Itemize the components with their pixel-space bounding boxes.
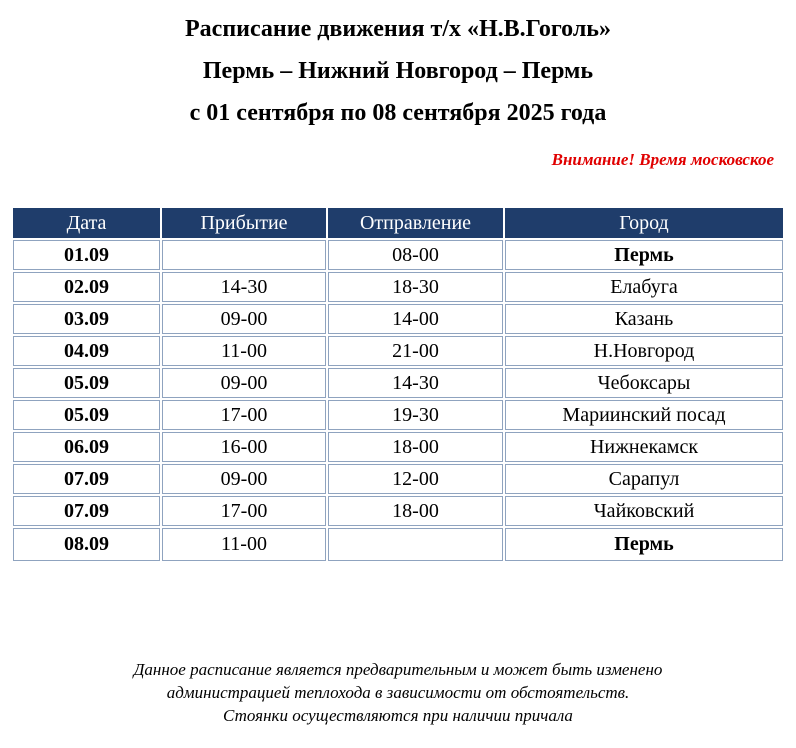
cell-departure: 19-30 (328, 400, 503, 430)
cell-date: 07.09 (13, 496, 160, 526)
cell-arrival: 09-00 (162, 368, 326, 398)
cell-departure: 18-00 (328, 432, 503, 462)
cell-city: Мариинский посад (505, 400, 783, 430)
cell-city: Казань (505, 304, 783, 334)
title-line-1: Расписание движения т/х «Н.В.Гоголь» (185, 16, 611, 42)
table-row (13, 336, 783, 366)
cell-city: Пермь (505, 528, 783, 561)
disclaimer-line-2: администрацией теплохода в зависимости от обстоятельств. (166, 683, 630, 702)
title-line-2: Пермь – Нижний Новгород – Пермь (202, 58, 594, 84)
cell-arrival: 17-00 (162, 496, 326, 526)
table-row (13, 368, 783, 398)
disclaimer-note (0, 658, 796, 727)
cell-date: 01.09 (13, 240, 160, 270)
cell-departure: 14-00 (328, 304, 503, 334)
cell-departure: 18-00 (328, 496, 503, 526)
table-header-row (13, 208, 783, 238)
cell-departure: 14-30 (328, 368, 503, 398)
table-row (13, 528, 783, 561)
column-header-city: Город (505, 208, 783, 238)
cell-city: Н.Новгород (505, 336, 783, 366)
table-row (13, 400, 783, 430)
table-row (13, 496, 783, 526)
cell-arrival: 16-00 (162, 432, 326, 462)
disclaimer-line-3: Стоянки осуществляются при наличии причала (223, 706, 573, 725)
table-row (13, 272, 783, 302)
cell-arrival: 11-00 (162, 336, 326, 366)
cell-city: Чебоксары (505, 368, 783, 398)
table-row (13, 304, 783, 334)
schedule-title (0, 8, 796, 134)
cell-city: Сарапул (505, 464, 783, 494)
cell-date: 08.09 (13, 528, 160, 561)
disclaimer-line-1: Данное расписание является предварительным и может быть изменено (133, 660, 663, 679)
cell-date: 05.09 (13, 368, 160, 398)
column-header-departure: Отправление (328, 208, 503, 238)
cell-arrival (162, 240, 326, 270)
column-header-arrival: Прибытие (162, 208, 326, 238)
table-row (13, 240, 783, 270)
cell-arrival: 09-00 (162, 464, 326, 494)
schedule-table (11, 206, 785, 563)
cell-city: Елабуга (505, 272, 783, 302)
cell-arrival: 11-00 (162, 528, 326, 561)
cell-departure: 21-00 (328, 336, 503, 366)
cell-date: 05.09 (13, 400, 160, 430)
cell-city: Нижнекамск (505, 432, 783, 462)
cell-arrival: 14-30 (162, 272, 326, 302)
cell-date: 03.09 (13, 304, 160, 334)
cell-arrival: 09-00 (162, 304, 326, 334)
cell-date: 02.09 (13, 272, 160, 302)
cell-city: Пермь (505, 240, 783, 270)
cell-date: 07.09 (13, 464, 160, 494)
cell-departure: 08-00 (328, 240, 503, 270)
cell-departure: 12-00 (328, 464, 503, 494)
cell-date: 06.09 (13, 432, 160, 462)
column-header-date: Дата (13, 208, 160, 238)
table-row (13, 432, 783, 462)
timezone-warning: Внимание! Время московское (551, 150, 774, 169)
cell-city: Чайковский (505, 496, 783, 526)
cell-departure (328, 528, 503, 561)
cell-date: 04.09 (13, 336, 160, 366)
table-row (13, 464, 783, 494)
cell-arrival: 17-00 (162, 400, 326, 430)
cell-departure: 18-30 (328, 272, 503, 302)
title-line-3: с 01 сентября по 08 сентября 2025 года (189, 100, 607, 126)
